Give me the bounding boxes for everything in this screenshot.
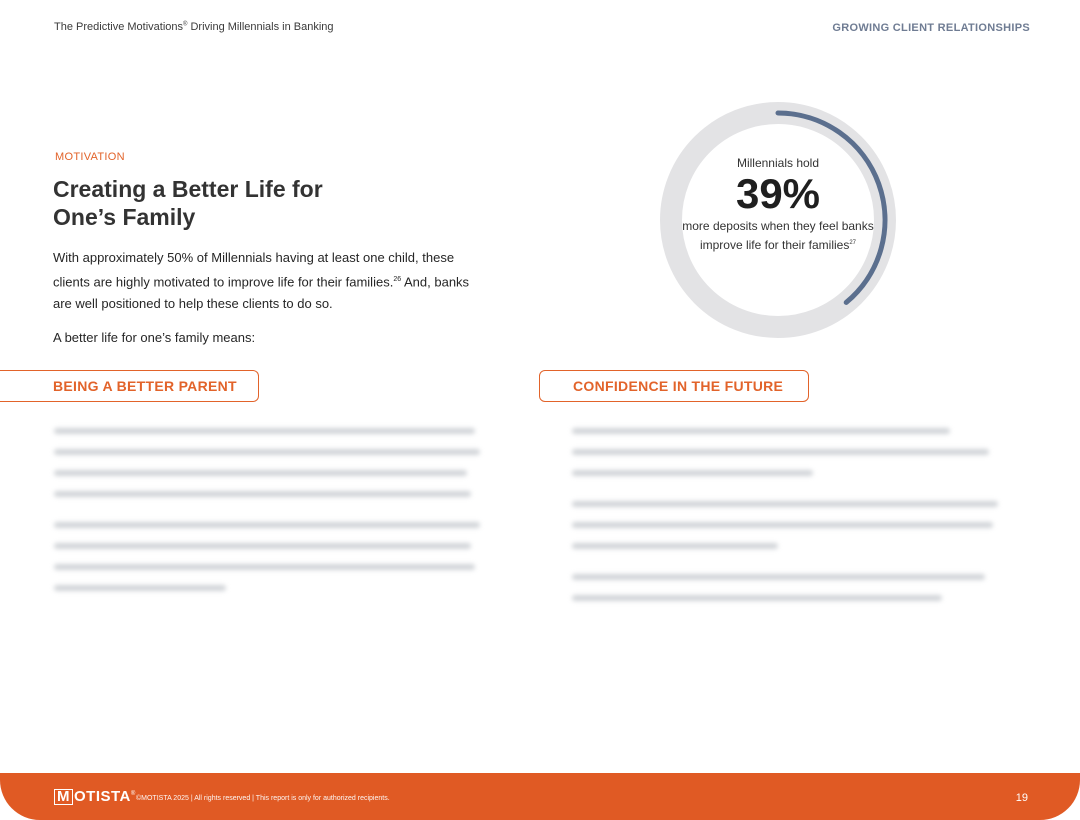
- stat-description: [680, 218, 876, 254]
- copyright-notice: ©MOTISTA 2025 | All rights reserved | This report is only for authorized recipients.: [136, 795, 390, 802]
- footnote-ref-26: 26: [393, 276, 402, 283]
- section-tab-confidence-future: CONFIDENCE IN THE FUTURE: [539, 370, 809, 402]
- blurred-text-left: [54, 428, 484, 606]
- intro-tail: And, banks are well positioned to help these clients to do so.: [53, 274, 470, 312]
- blurred-line: [572, 428, 950, 434]
- blurred-line: [572, 449, 989, 455]
- blurred-line: [54, 470, 467, 476]
- page-number: 19: [1015, 792, 1028, 804]
- running-header-title-rest: Driving Millennials in Banking: [187, 21, 334, 33]
- blurred-line: [54, 428, 475, 434]
- list-lead-in: A better life for one’s family means:: [53, 330, 256, 345]
- blurred-line: [572, 522, 993, 528]
- blurred-line: [572, 501, 998, 507]
- logo-wordmark: OTISTA: [74, 788, 131, 805]
- blurred-text-right: [572, 428, 1002, 616]
- registered-mark: ®: [183, 21, 188, 28]
- blurred-line: [572, 574, 985, 580]
- running-header-title-text: The Predictive Motivations: [54, 21, 183, 33]
- stat-description-text: more deposits when they feel banks improve life for their families: [682, 219, 874, 252]
- running-header-title: [54, 21, 334, 33]
- blurred-line: [572, 470, 813, 476]
- motista-logo: [54, 788, 136, 805]
- running-header-section: GROWING CLIENT RELATIONSHIPS: [832, 22, 1030, 34]
- logo-registered-mark: ®: [130, 791, 136, 797]
- blurred-line: [54, 585, 226, 591]
- blurred-line: [54, 449, 480, 455]
- section-eyebrow: MOTIVATION: [55, 151, 125, 163]
- logo-m-box: M: [54, 789, 73, 805]
- intro-text: With approximately 50% of Millennials having at least one child, these clients are highly motivated to improve life for their families.: [53, 250, 455, 290]
- intro-paragraph: [53, 247, 473, 315]
- section-tab-better-parent: BEING A BETTER PARENT: [0, 370, 259, 402]
- page-footer: [0, 773, 1080, 820]
- stat-lead-text: Millennials hold: [736, 156, 820, 170]
- stat-value: 39%: [735, 170, 821, 217]
- blurred-line: [572, 595, 942, 601]
- blurred-line: [54, 543, 471, 549]
- footnote-ref-27: 27: [849, 240, 857, 246]
- blurred-line: [54, 564, 475, 570]
- blurred-line: [54, 522, 480, 528]
- blurred-line: [54, 491, 471, 497]
- stat-callout: [680, 156, 876, 254]
- blurred-line: [572, 543, 778, 549]
- page-title: Creating a Better Life for One’s Family: [53, 176, 323, 230]
